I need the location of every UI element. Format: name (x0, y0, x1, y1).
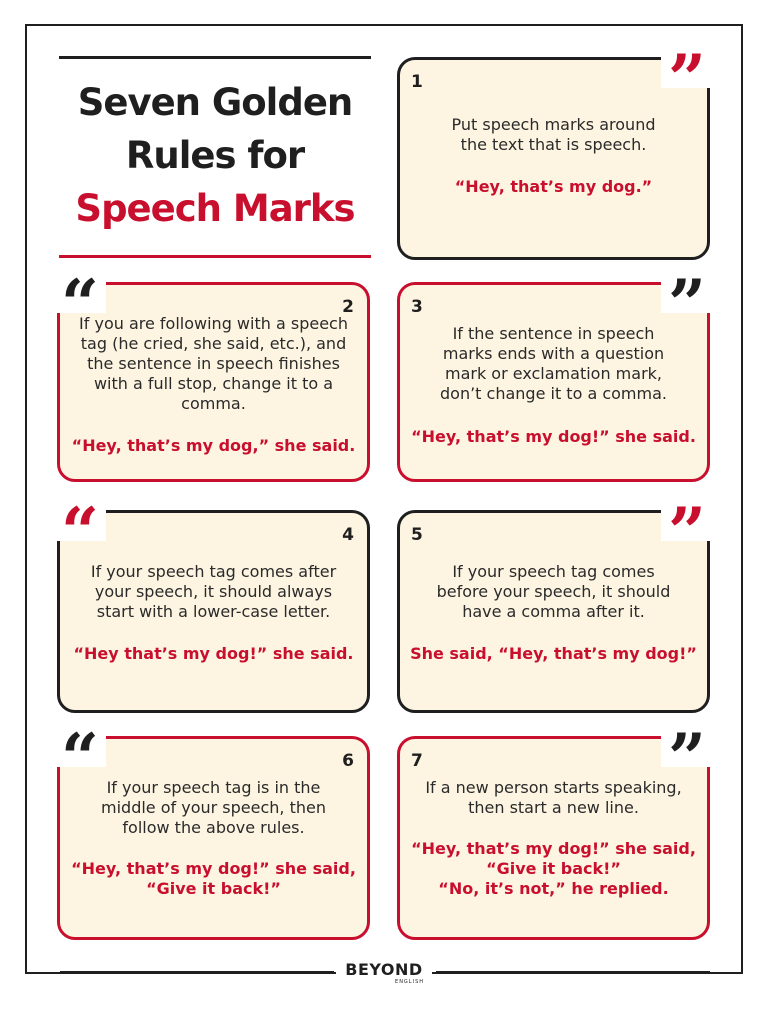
rule-example: “Hey, that’s my dog!” she said, “Give it back!” “No, it’s not,” he replied. (411, 839, 696, 898)
open-quote-icon: “ (54, 501, 106, 541)
rule-example: “Hey, that’s my dog!” she said. (411, 427, 696, 446)
beyond-logo (336, 961, 432, 987)
rule-card-2 (57, 273, 370, 482)
rule-text: Put speech marks around the text that is speech. (451, 115, 656, 154)
rule-number: 1 (411, 72, 423, 92)
rule-number: 3 (411, 297, 423, 317)
title-block (59, 56, 371, 259)
rule-text: If your speech tag comes before your speech, it should have a comma after it. (436, 562, 671, 621)
close-quote-icon: ” (661, 727, 713, 767)
rule-text: If your speech tag comes after your speech, it should always start with a lower-case letter. (90, 562, 337, 621)
rule-number: 5 (411, 525, 423, 545)
footer-line-right (436, 971, 710, 973)
rule-example: “Hey, that’s my dog,” she said. (71, 436, 356, 455)
footer-line-left (60, 971, 334, 973)
close-quote-icon: ” (661, 273, 713, 313)
rule-example: “Hey that’s my dog!” she said. (73, 644, 354, 663)
rule-example: “Hey, that’s my dog.” (454, 177, 653, 196)
rule-card-3 (397, 273, 710, 482)
rule-card-6 (57, 727, 370, 940)
rule-number: 2 (342, 297, 354, 317)
close-quote-icon: ” (661, 48, 713, 88)
open-quote-icon: “ (54, 273, 106, 313)
rule-number: 6 (342, 751, 354, 771)
rule-card-1 (397, 48, 710, 260)
rule-number: 4 (342, 525, 354, 545)
rule-text: If you are following with a speech tag (he cried, she said, etc.), and the sentence in speech finishes with a full stop, change it to a comma. (79, 314, 348, 413)
rule-card-7 (397, 727, 710, 940)
title-bottom-rule (59, 255, 371, 258)
rule-number: 7 (411, 751, 423, 771)
title-line-2: Rules for (125, 134, 305, 177)
open-quote-icon: “ (54, 727, 106, 767)
page-title (59, 76, 371, 235)
rule-example: She said, “Hey, that’s my dog!” (410, 644, 697, 663)
rule-text: If your speech tag is in the middle of your speech, then follow the above rules. (101, 778, 326, 837)
logo-sub: ENGLISH (395, 979, 424, 985)
logo-brand: BEYOND (345, 960, 423, 979)
rule-card-4 (57, 501, 370, 713)
title-line-1: Seven Golden (77, 81, 353, 124)
rule-card-5 (397, 501, 710, 713)
title-line-3: Speech Marks (75, 187, 355, 230)
title-top-rule (59, 56, 371, 59)
rule-example: “Hey, that’s my dog!” she said, “Give it back!” (71, 859, 356, 898)
close-quote-icon: ” (661, 501, 713, 541)
rule-text: If a new person starts speaking, then start a new line. (425, 778, 682, 817)
rule-text: If the sentence in speech marks ends with a question mark or exclamation mark, don’t change it to a comma. (440, 324, 667, 403)
